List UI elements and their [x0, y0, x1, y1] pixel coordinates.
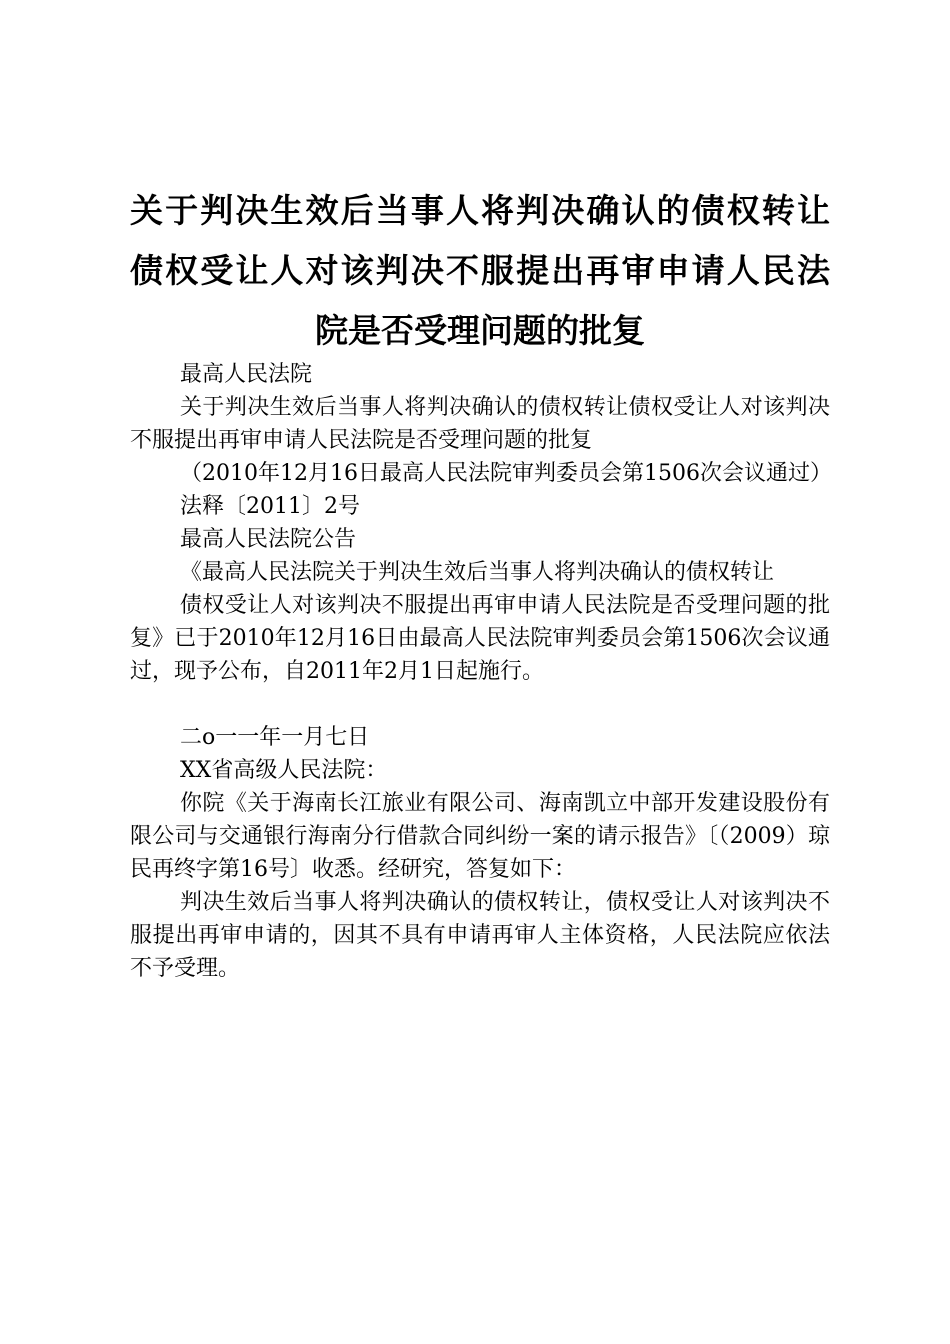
- document-title-line-1: 关于判决生效后当事人将判决确认的债权转让: [130, 191, 830, 230]
- paragraph-gap: [130, 688, 830, 721]
- reply-intro-paragraph: 你院《关于海南长江旅业有限公司、海南凯立中部开发建设股份有限公司与交通银行海南分行借款合同纠纷一案的请示报告》〔（2009）琼民再终字第16号〕收悉。经研究，答复如下：: [130, 791, 830, 882]
- announcement-heading: 最高人民法院公告: [180, 527, 357, 552]
- document-number: 法释〔2011〕2号: [180, 494, 360, 519]
- document-title-line-3: 院是否受理问题的批复: [315, 311, 645, 350]
- issuer-line: 最高人民法院: [180, 362, 313, 387]
- reply-ruling-paragraph: 判决生效后当事人将判决确认的债权转让，债权受让人对该判决不服提出再审申请的，因其不具有申请再审人主体资格，人民法院应依法不予受理。: [130, 890, 830, 981]
- addressee: XX省高级人民法院：: [180, 758, 388, 783]
- reply-title-paragraph: 关于判决生效后当事人将判决确认的债权转让债权受让人对该判决不服提出再审申请人民法院是否受理问题的批复: [130, 395, 830, 453]
- announcement-paragraph-1: 《最高人民法院关于判决生效后当事人将判决确认的债权转让: [180, 560, 775, 585]
- announcement-date: 二o一一年一月七日: [180, 725, 370, 750]
- adoption-note: （2010年12月16日最高人民法院审判委员会第1506次会议通过）: [180, 461, 832, 486]
- document-title-line-2: 债权受让人对该判决不服提出再审申请人民法: [130, 251, 830, 290]
- document-body: [130, 358, 830, 985]
- announcement-paragraph-2: 债权受让人对该判决不服提出再审申请人民法院是否受理问题的批复》已于2010年12月16日由最高人民法院审判委员会第1506次会议通过，现予公布，自2011年2月1日起施行。: [130, 593, 830, 684]
